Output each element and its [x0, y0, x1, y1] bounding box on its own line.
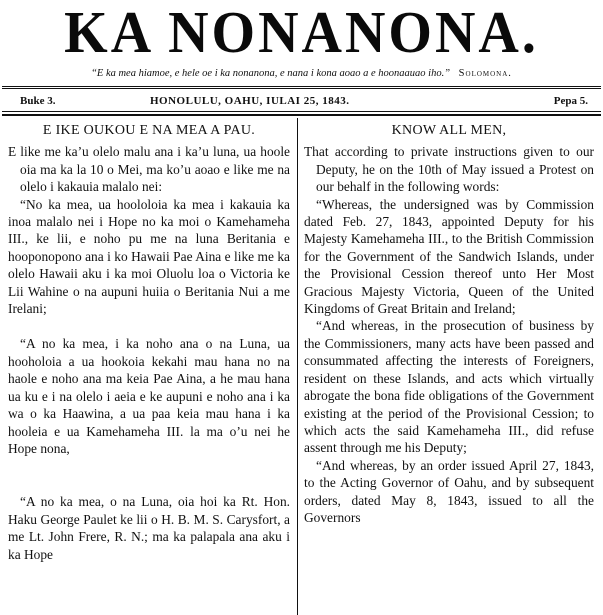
left-column-heading: E IKE OUKOU E NA MEA A PAU.	[42, 123, 256, 138]
left-paragraph-3: “A no ka mea, i ka noho ana o na Luna, ua hooholoia a ua hookoia kekahi mau hana no na haole e noho ana ma keia Pae Aina, a he mau hana ua ku e i na olelo i aeia e ke aupuni e noho ana i ka wa o ka Haawina, a ua paa keia mau hana i ka hooleia e ua Kamehameha III. la ma o’u nei he Hope nona,	[8, 336, 290, 456]
top-rule-second	[2, 88, 601, 89]
right-column	[304, 122, 594, 526]
left-paragraph-2: “No ka mea, ua hoololoia ka mea i kakauia ka inoa malalo nei i Hope no ka moi o Kamehameha III., ke lii, e noho pu me na luna Beritania e hooponopono ana i ko Hawaii Pae Aina e like me ka olelo Hawaii aku i ka moi Oluolu loa o Victoria ke Lii Wahine o na aupuni huiia o Beritania Nui a me Irelani;	[8, 196, 290, 317]
right-paragraph-3: “And whereas, in the prosecution of business by the Commissioners, many acts have been passed and consummated affecting the interests of Foreigners, resident on these Islands, and acts which virtually abrogate the bona fide obligations of the Government existing at the period of the Provisional Cession; to which acts the said Kamehameha III., did refuse assent through me his Deputy;	[304, 318, 594, 456]
masthead-motto	[0, 66, 603, 82]
issue-rule	[2, 111, 601, 112]
left-paragraph-4: “A no ka mea, o na Luna, oia hoi ka Rt. Hon. Haku George Paulet ke lii o H. B. M. S. Carysfort, a me Lt. John Frere, R. N.; ma ka palapala ana aku i ka Hope	[8, 494, 290, 562]
left-column	[8, 122, 290, 563]
right-paragraph-1: That according to private instructions given to our Deputy, he on the 10th of May issued a Protest on our behalf in the following words:	[304, 144, 594, 195]
issue-place-date: HONOLULU, OAHU, IULAI 25, 1843.	[150, 95, 350, 107]
motto-quote: “E ka mea hiamoe, e hele oe i ka nonanona, e nana i kona aoao a e hoonaauao iho.”	[91, 68, 451, 79]
newspaper-masthead: KA NONANONA.	[64, 0, 539, 66]
motto-author: Solomona.	[458, 68, 512, 79]
column-divider	[297, 118, 298, 615]
issue-volume: Buke 3.	[20, 95, 56, 107]
left-paragraph-1: E like me ka’u olelo malu ana i ka’u luna, ua hoole oia ma ka la 10 o Mei, ma ko’u aoao e like me na olelo i kakauia malalo nei:	[8, 144, 290, 195]
top-rule	[2, 86, 601, 87]
right-paragraph-4: “And whereas, by an order issued April 27, 1843, to the Acting Governor of Oahu, and by subsequent orders, dated May 8, 1843, issued to all the Governors	[304, 457, 594, 525]
issue-page: Pepa 5.	[553, 95, 588, 107]
issue-rule-thick	[2, 114, 601, 116]
issue-line	[10, 93, 590, 109]
right-column-heading: KNOW ALL MEN,	[391, 123, 507, 138]
right-paragraph-2: “Whereas, the undersigned was by Commission dated Feb. 27, 1843, appointed Deputy for his Majesty Kamehameha III., to the British Commission for the Government of the Sandwich Islands, under the Provisional Cession thereof unto Her Most Gracious Majesty Victoria, Queen of the United Kingdoms of Great Britain and Ireland;	[304, 196, 594, 317]
